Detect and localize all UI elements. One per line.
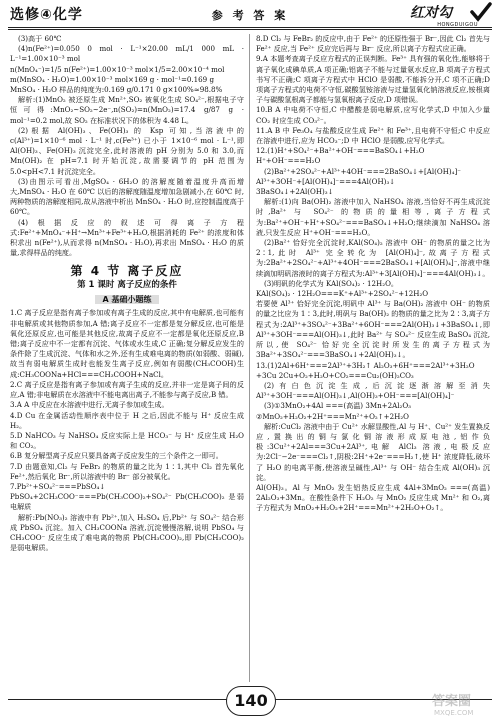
answer-paragraph: 9.A 本题考查离子反应方程式的正误判断。Fe³⁺ 具有强的氧化性,能够将于离子氧化成碘单质,A 项正确;铝离子不能与过量氨水反应,B 项离子方程式书写不正确;C 项离子方程式中 HClO 是弱酸,不能拆分开,C 项不正确;D 项离子方程式的电荷不守恒,碳酸氢铵溶液与过量氢氧化钠溶液反应,铵根离子与碳酸氢根离子都能与氢氧根离子反应,D 项错误。 — [256, 54, 490, 105]
answer-paragraph: (2)Ba²⁺+2SO₄²⁻+Al³⁺+4OH⁻===2BaSO₄↓+[Al(OH)₄]⁻ — [264, 166, 462, 176]
answer-paragraph: n(MnO₄⁻)=1/5 n(Fe²⁺)=1.00×10⁻³ mol×1/5=2.00×10⁻⁴ mol — [10, 64, 225, 74]
exercise-heading-label: A 基础小题练 — [95, 295, 160, 304]
answer-block-top — [10, 34, 244, 258]
watermark-logo — [430, 688, 494, 718]
header-rule — [8, 27, 492, 28]
svg-text:答案圈: 答案圈 — [432, 694, 472, 709]
answer-paragraph: (3)明矾的化学式为 KAl(SO₄)₂ · 12H₂O。 — [264, 278, 398, 288]
section-title: 第 4 节 离子反应 — [70, 264, 184, 279]
answer-paragraph: MnSO₄ · H₂O 样品的纯度为:0.169 g/0.171 0 g×100%≈98.8% — [10, 85, 223, 95]
answer-paragraph: (3)①3MnO₂+4Al ===(高温) 3Mn+2Al₂O₃ — [264, 401, 412, 411]
svg-text:MXQE.COM: MXQE.COM — [434, 709, 474, 717]
answer-paragraph: 4.D Cu 在金属活动性顺序表中位于 H 之后,因此不能与 H⁺ 反应生成 H₂。 — [10, 410, 244, 430]
answer-paragraph: Al(OH)₃。Al 与 MnO₂ 发生铝热反应生成 4Al+3MnO₂ ===(高温) 2Al₂O₃+3Mn。在酸性条件下 H₂O₂ 与 MnO₂ 反应生成 Mn²⁺ 和 O₂,离子方程式为 MnO₂+H₂O₂+2H⁺===Mn²⁺+2H₂O+O₂↑。 — [256, 482, 490, 513]
brand-subtitle: HONGDUIGOU — [437, 22, 478, 28]
answer-paragraph: 3.A A 中反应在水溶液中进行,无离子参加或生成。 — [10, 400, 169, 410]
page-number: 140 — [226, 686, 276, 716]
header-rule-thin — [8, 29, 492, 30]
answer-paragraph: 解析:(1)向 Ba(OH)₂ 溶液中加入 NaHSO₄ 溶液,当恰好不再生成沉淀时,Ba²⁺ 与 SO₄²⁻ 的物质的量相等,离子方程式为:Ba²⁺+OH⁻+H⁺+SO₄²⁻===BaSO₄↓+H₂O;继续滴加 NaHSO₄ 溶液,只发生反应 H⁺+OH⁻===H₂O。 — [256, 197, 490, 237]
answer-paragraph: 5.D NaHCO₃ 与 NaHSO₄ 反应实际上是 HCO₃⁻ 与 H⁺ 反应生成 H₂O 和 CO₂。 — [10, 430, 244, 451]
checkmark-icon — [470, 2, 492, 22]
answer-paragraph: (4)根据反应的叙述可得离子方程式:Fe²⁺+MnO₄⁻+H⁺→Mn³⁺+Fe³⁺+H₂O,根据消耗的 Fe²⁺ 的浓度和体积求出 n(Fe²⁺),从而求得 n(MnSO₄ · H₂O),再求出 MnSO₄ · H₂O 的质量,求得样品的纯度。 — [10, 217, 244, 258]
page-header — [0, 0, 500, 28]
answer-paragraph: 解析:Pb(NO₃)₂ 溶液中有 Pb²⁺,加入 H₂SO₄ 后,Pb²⁺ 与 SO₄²⁻ 结合形成 PbSO₄ 沉淀。加入 CH₃COONa 溶液,沉淀慢慢溶解,说明 PbSO₄ 与 CH₃COO⁻ 反应生成了难电离的物质 Pb(CH₃COO)₂,即 Pb(CH₃COO)₂ 是弱电解质。 — [10, 512, 244, 553]
answer-paragraph: (3)由图示可看出,MgSO₄ · 6H₂O 的溶解度随着温度升高而增大,MnSO₄ · H₂O 在 60℃ 以后的溶解度随温度增加急剧减小,在 60℃ 时,两种物质的溶解度相同,故从溶液中析出 MnSO₄ · H₂O 时,应控制温度高于 60℃。 — [10, 176, 244, 217]
right-column — [256, 34, 490, 684]
lesson-title: 第 1 课时 离子反应的条件 — [77, 280, 177, 291]
answer-paragraph: (2)有白色沉淀生成,后沉淀逐渐溶解至消失 Al³⁺+3OH⁻===Al(OH)₃↓,Al(OH)₃+OH⁻===[Al(OH)₄]⁻ — [256, 380, 490, 401]
answer-header: 参 考 答 案 — [211, 9, 289, 22]
answer-paragraph: 解析:(1)MnO₂ 被还原生成 Mn²⁺,SO₂ 被氧化生成 SO₄²⁻,根据电子守恒可得:MnO₂~SO₂~2e⁻,n(SO₂)=n(MnO₂)=17.4 g/87 g · mol⁻¹=0.2 mol,故 SO₂ 在标准状况下的体积为 4.48 L。 — [10, 95, 244, 125]
answer-paragraph: Al³⁺+3OH⁻+[Al(OH)₄]⁻===4Al(OH)₃↓ — [256, 176, 396, 186]
answer-paragraph: 12.(1)H⁺+SO₄²⁻+Ba²⁺+OH⁻===BaSO₄↓+H₂O — [256, 146, 425, 156]
page-footer — [0, 686, 500, 720]
answer-paragraph: (3)高于 60℃ — [18, 34, 62, 43]
answer-paragraph: (4)n(Fe²⁺)=0.050 0 mol · L⁻¹×20.00 mL/1 000 mL · L⁻¹=1.00×10⁻³ mol — [10, 44, 244, 64]
exercise-heading — [10, 294, 244, 305]
answer-paragraph: 11.A B 中 Fe₃O₄ 与盐酸反应生成 Fe²⁺ 和 Fe³⁺,且电荷不守恒;C 中反应在溶液中进行,应为 HCO₃⁻;D 中 HClO 是弱酸,应写化学式。 — [256, 125, 490, 146]
answer-paragraph: H⁺+OH⁻===H₂O — [256, 156, 321, 166]
answer-block-right — [256, 34, 490, 514]
column-divider — [249, 34, 250, 682]
answer-paragraph: 13.(1)2Al+6H⁺===2Al³⁺+3H₂↑ Al₂O₃+6H⁺===2Al³⁺+3H₂O — [256, 360, 475, 370]
answer-paragraph: 解析:CuCl₂ 溶液中由于 Cu²⁺ 水解显酸性,Al 与 H⁺、Cu²⁺ 发生置换反应,置换出的铜与氯化铜溶液形成原电池,铝作负极:3Cu²⁺+2Al===3Cu+2Al³⁺,电解 AlCl₃ 溶液,电极反应为:2Cl⁻−2e⁻===Cl₂↑,阴极:2H⁺+2e⁻===H₂↑,使 H⁺ 浓度降低,破坏了 H₂O 的电离平衡,使溶液呈碱性,Al³⁺ 与 OH⁻ 结合生成 Al(OH)₃ 沉淀。 — [256, 421, 490, 482]
answer-paragraph: 2.C 离子反应是指有离子参加或有离子生成的反应,并非一定是离子间的反应,A 错;非电解质在水溶液中不能电离出离子,不能参与离子反应,B 错。 — [10, 379, 244, 400]
left-column — [10, 34, 244, 684]
answer-paragraph: m(MnSO₄ · H₂O)=1.00×10⁻³ mol×169 g · mol⁻¹=0.169 g — [10, 74, 214, 84]
answer-paragraph: KAl(SO₄)₂ · 12H₂O===K⁺+Al³⁺+2SO₄²⁻+12H₂O — [256, 289, 429, 299]
book-title: 选修④化学 — [10, 7, 83, 23]
answer-paragraph: (2)根据 Al(OH)₃、Fe(OH)₃ 的 Ksp 可知,当溶液中的 c(Al³⁺)=1×10⁻⁶ mol · L⁻¹ 时,c(Fe³⁺) 已小于 1×10⁻⁶ mol · L⁻¹,即 Al(OH)₃、Fe(OH)₃ 沉淀完全,此时溶液的 pH 分别为 5.0 和 3.0,而 Mn(OH)₂ 在 pH=7.1 时开始沉淀,故需要调节的 pH 范围为 5.0<pH<7.1 时沉淀完全。 — [10, 125, 244, 176]
answer-paragraph: 10.B A 中电荷不守恒,C 中醋酸是弱电解质,应写化学式,D 中加入少量 CO₂ 时应生成 CO₃²⁻。 — [256, 105, 490, 125]
brand-name: 红对勾 — [410, 5, 452, 21]
answer-list — [10, 308, 244, 553]
brand-logo — [410, 2, 492, 28]
answer-paragraph: +3Cu 2Cu+O₂+H₂O+CO₂===Cu₂(OH)₂CO₃ — [256, 370, 414, 380]
answer-paragraph: (2)Ba²⁺ 恰好完全沉淀时,KAl(SO₄)₂ 溶液中 OH⁻ 的物质的量之比为 2∶1,此时 Al³⁺ 完全转化为 [Al(OH)₄]⁻,故离子方程式为:2Ba²⁺+2SO₄²⁻+Al³⁺+4OH⁻===2BaSO₄↓+[Al(OH)₄]⁻,溶液中继续滴加明矾溶液时的离子方程式为:Al³⁺+3[Al(OH)₄]⁻===4Al(OH)₃↓。 — [256, 238, 490, 278]
answer-paragraph: 7.Pb²⁺+SO₄²⁻===PbSO₄↓ PbSO₄+2CH₃COO⁻===Pb(CH₃COO)₂+SO₄²⁻ Pb(CH₃COO)₂ 是弱电解质 — [10, 481, 244, 512]
answer-paragraph: ②MnO₂+H₂O₂+2H⁺===Mn²⁺+O₂↑+2H₂O — [256, 411, 409, 421]
answer-paragraph: 7.D 由题意知,Cl₂ 与 FeBr₂ 的物质的量之比为 1∶1,其中 Cl₂ 首先氧化 Fe²⁺,然后氧化 Br⁻,所以溶液中的 Br⁻ 部分被氧化。 — [10, 461, 244, 481]
answer-paragraph: 1.C 离子反应是指有离子参加或有离子生成的反应,其中有电解质,也可能有非电解质或其他物质参加,A 错;离子反应不一定都是复分解反应,也可能是氧化还原反应,也可能是其他反应,故离子反应不一定都是氧化还原反应,B 错;离子反应中不一定都有沉淀、气体或水生成,C 正确;复分解反应发生的条件除了生成沉淀、气体和水之外,还有生成难电离的物质(如弱酸、弱碱),故当有弱电解质生成时也能发生离子反应,例如有弱酸(CH₃COOH)生成:CH₃COONa+HCl===CH₃COOH+NaCl。 — [10, 308, 244, 379]
answer-paragraph: 若要使 Al³⁺ 恰好完全沉淀,明矾中 Al³⁺ 与 Ba(OH)₂ 溶液中 OH⁻ 的物质的量之比应为 1∶3,此时,明矾与 Ba(OH)₂ 的物质的量之比为 2∶3,离子方程式为:2Al³⁺+3SO₄²⁻+3Ba²⁺+6OH⁻===2Al(OH)₃↓+3BaSO₄↓,即 Al³⁺+3OH⁻===Al(OH)₃↓,此时 Ba²⁺ 与 SO₄²⁻ 反应生成 BaSO₄ 沉淀,所以,使 SO₄²⁻ 恰好完全沉淀时所发生的离子方程式为 3Ba²⁺+3SO₄²⁻===3BaSO₄↓+2Al(OH)₃↓。 — [256, 299, 490, 360]
answer-paragraph: 8.D Cl₂ 与 FeBr₂ 的反应中,由于 Fe²⁺ 的还原性强于 Br⁻,因此 Cl₂ 首先与 Fe²⁺ 反应,当 Fe²⁺ 反应完后再与 Br⁻ 反应,所以离子方程式应正确。 — [256, 34, 490, 54]
answer-paragraph: 3BaSO₄↓+2Al(OH)₃↓ — [256, 187, 334, 197]
answer-paragraph: 6.B 复分解型离子反应只要具备离子反应发生的三个条件之一即可。 — [10, 451, 223, 461]
